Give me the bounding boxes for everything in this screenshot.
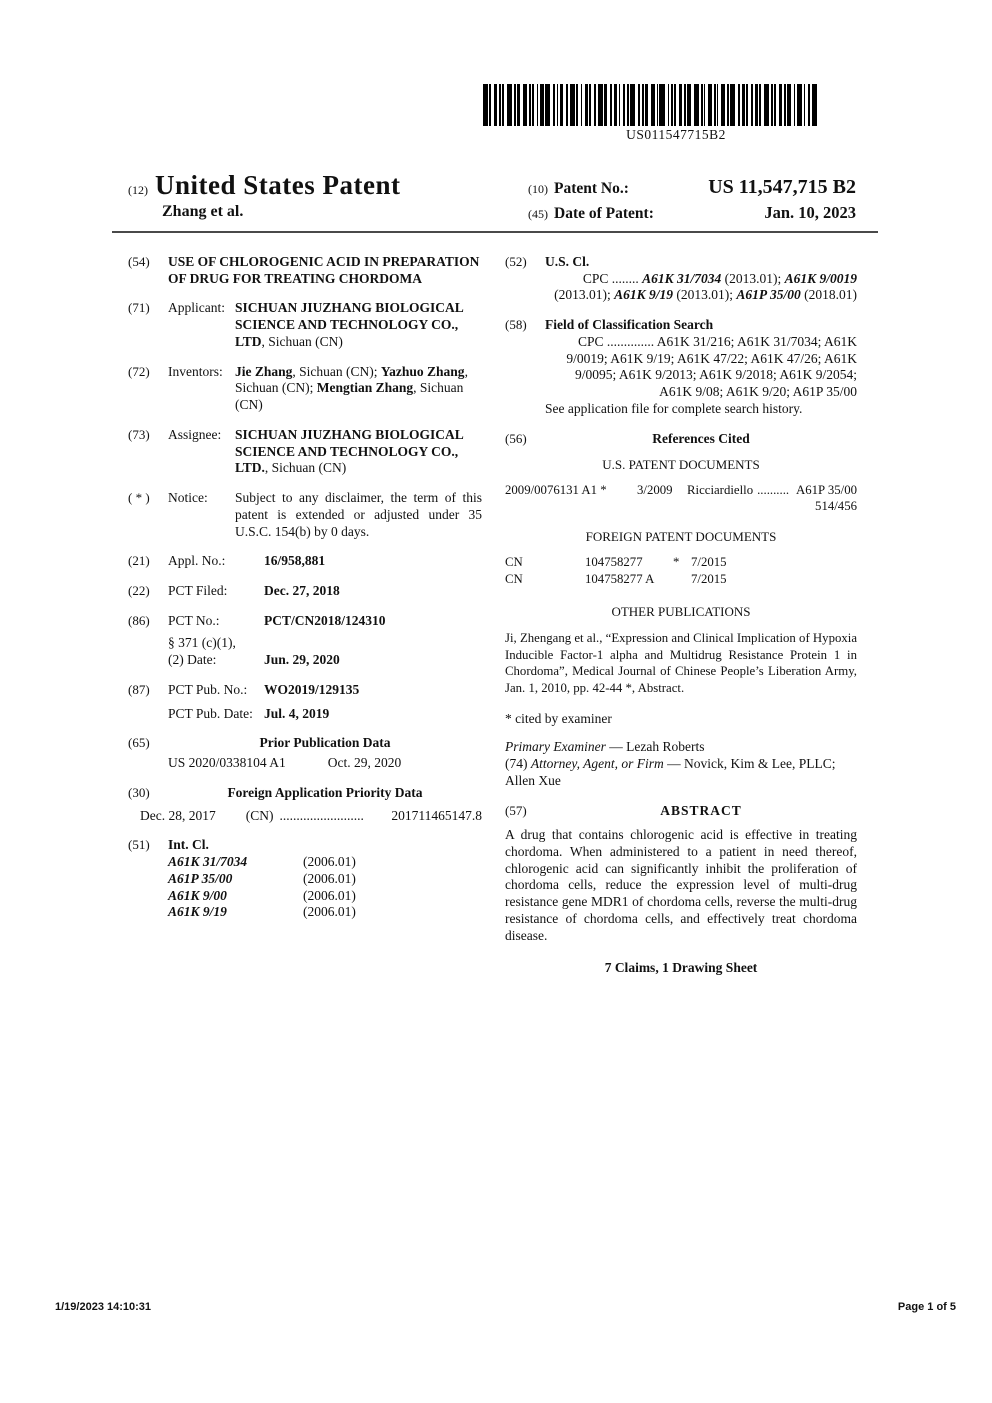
attorney-label: Attorney, Agent, or Firm xyxy=(530,756,664,772)
section-22-pct-filed xyxy=(128,583,482,600)
cpc-code: A61K 9/0019 xyxy=(784,270,857,286)
inventor-location: , Sichuan (CN); xyxy=(292,363,381,379)
invention-title: USE OF CHLOROGENIC ACID IN PREPARATION OF DRUG FOR TREATING CHORDOMA xyxy=(168,254,480,286)
field-search-note: See application file for complete search history. xyxy=(545,400,803,416)
barcode xyxy=(483,84,869,126)
pct-no-label: PCT No.: xyxy=(168,612,220,628)
section-58-field-search xyxy=(505,317,857,417)
int-cl-version: (2006.01) xyxy=(303,870,356,886)
foreign-country: CN xyxy=(505,572,523,587)
section-num: (21) xyxy=(128,553,150,569)
notice-text: Subject to any disclaimer, the term of this patent is extended or adjusted under 35 U.S.C. 154(b) by 0 days. xyxy=(235,490,482,539)
us-patent-docs-heading: U.S. PATENT DOCUMENTS xyxy=(602,457,760,473)
int-cl-version: (2006.01) xyxy=(303,887,356,903)
assignee-label: Assignee: xyxy=(168,426,222,442)
applicant-label: Applicant: xyxy=(168,300,225,316)
primary-examiner-value: — Lezah Roberts xyxy=(605,739,705,755)
abstract-heading: ABSTRACT xyxy=(660,802,742,818)
attorney-value: — Novick, Kim & Lee, PLLC; Allen Xue xyxy=(505,756,836,788)
cpc-date: (2013.01); xyxy=(554,287,615,303)
barcode-text: US011547715B2 xyxy=(626,127,726,142)
header-left xyxy=(128,170,400,221)
cpc-code: A61K 31/7034 xyxy=(642,270,722,286)
foreign-star: * xyxy=(673,555,680,570)
appl-no-label: Appl. No.: xyxy=(168,553,226,569)
foreign-country: CN xyxy=(505,555,523,570)
pct-filed-value: Dec. 27, 2018 xyxy=(264,583,340,599)
section-num: (54) xyxy=(128,254,150,269)
foreign-doc-row xyxy=(505,572,857,588)
field-search-cpc: CPC .............. A61K 31/216; A61K 31/7034; A61K 9/0019; A61K 9/19; A61K 47/22; A61K 47/26; A61K 9/0095; A61K 9/2013; A61K 9/2018; A61K 9/2054; A61K 9/08; A61K 9/20; A61P 35/00 xyxy=(566,333,857,400)
section-52-us-cl xyxy=(505,254,857,304)
citation-name: Ricciardiello xyxy=(687,483,754,498)
assignee-name: SICHUAN JIUZHANG BIOLOGICAL SCIENCE AND TECHNOLOGY CO., LTD. xyxy=(235,426,464,476)
foreign-number: 104758277 A xyxy=(585,572,655,587)
cpc-date: (2013.01); xyxy=(721,270,785,286)
inventor-location: , Sichuan (CN) xyxy=(235,380,464,413)
claims-note: 7 Claims, 1 Drawing Sheet xyxy=(604,960,758,976)
section-num: (72) xyxy=(128,363,150,379)
date-of-patent-value: Jan. 10, 2023 xyxy=(764,203,856,222)
section-86-pct-no xyxy=(128,613,482,669)
section-30-foreign-priority xyxy=(128,785,482,824)
appl-no-value: 16/958,881 xyxy=(264,553,326,569)
applicant-location: , Sichuan (CN) xyxy=(261,333,343,349)
section-87-pct-pub xyxy=(128,682,482,722)
int-cl-code: A61P 35/00 xyxy=(168,870,233,886)
section-73-assignee xyxy=(128,427,482,477)
section-num: (51) xyxy=(128,837,150,853)
left-column xyxy=(128,254,482,934)
cpc-date: (2013.01); xyxy=(672,287,737,303)
priority-app-number: 201711465147.8 xyxy=(391,807,482,823)
primary-examiner-label: Primary Examiner xyxy=(505,739,606,755)
us-cl-heading: U.S. Cl. xyxy=(545,254,590,269)
attorney-line xyxy=(505,756,857,789)
section-num: (73) xyxy=(128,426,150,442)
field-search-heading: Field of Classification Search xyxy=(545,317,714,333)
pct-pub-date-value: Jul. 4, 2019 xyxy=(264,705,330,721)
foreign-date: 7/2015 xyxy=(691,555,727,570)
cpc-code: A61K 9/19 xyxy=(614,287,673,303)
patent-no-label: Patent No.: xyxy=(554,180,629,197)
patent-no-value: US 11,547,715 B2 xyxy=(708,176,856,198)
inventor-location: , Sichuan (CN); xyxy=(235,363,468,396)
pct-pub-date-label: PCT Pub. Date: xyxy=(168,705,253,721)
int-cl-version: (2006.01) xyxy=(303,854,356,870)
pct-pub-no-value: WO2019/129135 xyxy=(264,681,360,697)
footer-timestamp: 1/19/2023 14:10:31 xyxy=(55,1301,152,1313)
cited-by-examiner-note: * cited by examiner xyxy=(505,710,612,726)
int-cl-code: A61K 31/7034 xyxy=(168,854,248,870)
section-72-inventors xyxy=(128,364,482,414)
int-cl-heading: Int. Cl. xyxy=(168,837,209,853)
section-num: (65) xyxy=(128,735,150,751)
section-num: (71) xyxy=(128,300,150,316)
section-65-prior-pub xyxy=(128,735,482,771)
priority-country: (CN) xyxy=(245,807,274,823)
dot-leader: ......................... xyxy=(279,807,364,823)
citation-class: A61P 35/00 xyxy=(795,483,857,498)
priority-date: Dec. 28, 2017 xyxy=(140,807,216,823)
section-notice xyxy=(128,490,482,540)
citation-date: 3/2009 xyxy=(637,483,673,498)
section-num: (30) xyxy=(128,784,150,800)
prior-pub-heading: Prior Publication Data xyxy=(259,735,391,751)
section-num: (86) xyxy=(128,612,150,628)
cpc-date: (2018.01) xyxy=(800,287,857,303)
foreign-doc-row xyxy=(505,555,857,571)
foreign-star xyxy=(673,572,691,588)
abstract-text: A drug that contains chlorogenic acid is effective in treating chordoma. When administered to a patient in need thereof, chlorogenic acid can significantly inhibit the proliferation of chordoma cells, reduce the expression level of multi-drug resistance gene MDR1 of chordoma cells, reverse the multi-drug resistance of chordoma cells, and effectively treat chordoma disease. xyxy=(505,827,857,943)
dot-leader: .......... xyxy=(757,483,790,498)
patent-no-num: (10) xyxy=(528,182,548,196)
header-divider xyxy=(112,231,878,233)
section-num: (52) xyxy=(505,254,527,269)
foreign-patent-docs-heading: FOREIGN PATENT DOCUMENTS xyxy=(585,529,777,545)
examiner-block xyxy=(505,739,857,789)
section-num: (56) xyxy=(505,430,527,446)
primary-examiner-line xyxy=(505,739,857,756)
section-57-abstract xyxy=(505,803,857,978)
section-51-int-cl xyxy=(128,837,482,921)
us-patent-doc-row xyxy=(505,483,857,499)
date-of-patent-label: Date of Patent: xyxy=(554,205,654,222)
section-21-appl-no xyxy=(128,553,482,570)
other-publications-heading: OTHER PUBLICATIONS xyxy=(611,604,751,619)
assignee-value xyxy=(235,427,482,477)
section-num: (58) xyxy=(505,317,527,333)
document-title: United States Patent xyxy=(155,170,401,200)
section-num: (57) xyxy=(505,802,527,818)
assignee-location: , Sichuan (CN) xyxy=(264,460,347,476)
int-cl-code: A61K 9/00 xyxy=(168,887,227,903)
section-54-title xyxy=(128,254,482,287)
cpc-prefix: CPC ........ xyxy=(582,270,643,286)
right-column xyxy=(505,254,857,977)
references-heading: References Cited xyxy=(652,430,750,446)
section-num: (87) xyxy=(128,681,150,697)
pct-no-value: PCT/CN2018/124310 xyxy=(264,612,386,628)
citation-number: 2009/0076131 A1 * xyxy=(505,483,607,498)
cpc-code: A61P 35/00 xyxy=(736,287,801,303)
date-371-label: (2) Date: xyxy=(168,652,217,668)
us-cl-cpc xyxy=(545,271,857,304)
int-cl-code: A61K 9/19 xyxy=(168,904,227,920)
pct-filed-label: PCT Filed: xyxy=(168,583,228,599)
inventor-name: Mengtian Zhang xyxy=(316,380,414,396)
foreign-priority-heading: Foreign Application Priority Data xyxy=(227,784,423,800)
prior-pub-date: Oct. 29, 2020 xyxy=(327,755,402,771)
section-71-applicant xyxy=(128,300,482,350)
header-right xyxy=(528,176,856,227)
section-num: ( * ) xyxy=(128,490,150,506)
pct-pub-no-label: PCT Pub. No.: xyxy=(168,681,248,697)
inventor-name: Jie Zhang xyxy=(235,363,293,379)
inventor-name: Yazhuo Zhang xyxy=(380,363,465,379)
inventors-label: Inventors: xyxy=(168,363,223,379)
applicant-name: SICHUAN JIUZHANG BIOLOGICAL SCIENCE AND TECHNOLOGY CO., LTD xyxy=(235,300,464,349)
footer-page-number: Page 1 of 5 xyxy=(897,1301,956,1313)
citation-class-2: 514/456 xyxy=(815,499,857,514)
kind-code-num: (12) xyxy=(128,183,148,197)
inventor-party: Zhang et al. xyxy=(162,203,244,220)
int-cl-version: (2006.01) xyxy=(303,904,356,920)
notice-label: Notice: xyxy=(168,490,208,506)
sect371-line: § 371 (c)(1), xyxy=(168,635,236,651)
date-of-patent-num: (45) xyxy=(528,207,548,221)
inventors-value xyxy=(235,364,482,414)
section-num: (22) xyxy=(128,583,150,599)
barcode-block xyxy=(483,84,869,143)
foreign-number: 104758277 xyxy=(585,555,643,570)
applicant-value xyxy=(235,300,482,350)
section-num: (74) xyxy=(505,756,531,772)
section-56-references xyxy=(505,431,857,728)
prior-pub-number: US 2020/0338104 A1 xyxy=(168,755,286,771)
foreign-date: 7/2015 xyxy=(691,572,727,587)
date-371-value: Jun. 29, 2020 xyxy=(264,652,340,668)
other-publications-text: Ji, Zhengang et al., “Expression and Clinical Implication of Hypoxia Inducible Factor-1 alpha and Multidrug Resistance Protein 1 in Chordoma”, Medical Journal of Chinese People’s Liberation Army, Jan. 1, 2010, pp. 42-44 *, Abstract. xyxy=(505,631,857,695)
